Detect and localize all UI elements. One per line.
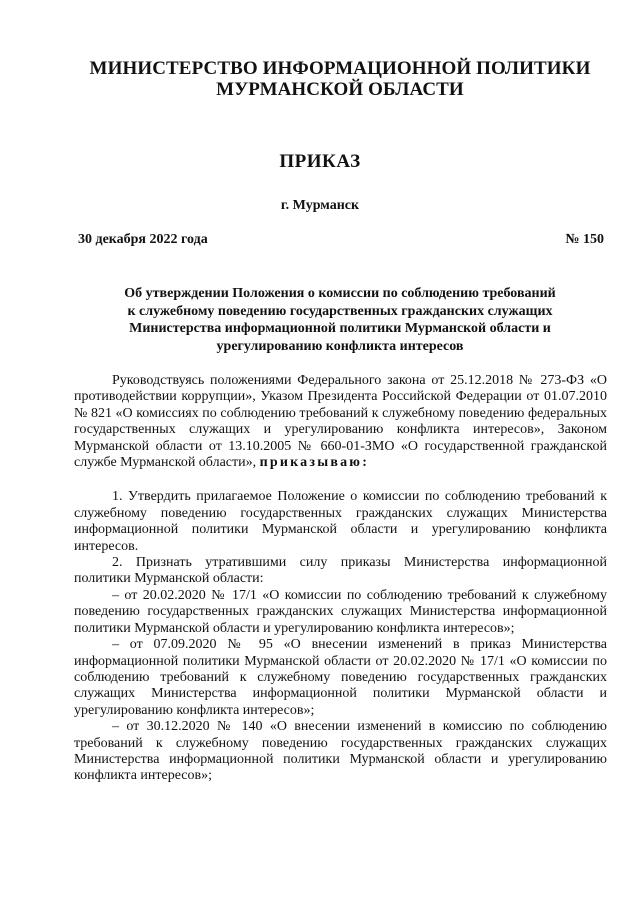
repealed-order-item: – от 20.02.2020 № 17/1 «О комиссии по соблюдению требований к служебному поведению государственных гражданских служащих Министерства информационной политики Мурманской области и урегулированию конфликта интересов»; bbox=[74, 587, 607, 636]
preamble-paragraph bbox=[74, 373, 607, 471]
subject-line: Министерства информационной политики Мурманской области и bbox=[129, 321, 551, 336]
ministry-name-line1: МИНИСТЕРСТВО ИНФОРМАЦИОННОЙ ПОЛИТИКИ bbox=[89, 58, 591, 79]
preamble-text: Руководствуясь положениями Федерального закона от 25.12.2018 № 273-ФЗ «О противодействии коррупции», Указом Президента Российской Федерации от 01.07.2010 № 821 «О комиссиях по соблюдению требований к служебному поведению федеральных государственных служащих и урегулированию конфликта интересов», Законом Мурманской области от 13.10.2005 № 660-01-ЗМО «О государственной гражданской службе Мурманской области», bbox=[74, 373, 607, 471]
order-body bbox=[74, 373, 607, 785]
repealed-order-item: – от 30.12.2020 № 140 «О внесении изменений в комиссию по соблюдению требований к служебному поведению государственных гражданских служащих Министерства информационной политики Мурманской области и урегулированию конфликта интересов»; bbox=[74, 719, 607, 784]
ministry-name-line2: МУРМАНСКОЙ ОБЛАСТИ bbox=[216, 79, 464, 100]
order-title: ПРИКАЗ bbox=[279, 151, 361, 172]
order-verb-colon: : bbox=[362, 455, 367, 471]
subject-line: Об утверждении Положения о комиссии по соблюдению требований bbox=[124, 286, 556, 301]
item-paragraph: 1. Утвердить прилагаемое Положение о комиссии по соблюдению требований к служебному поведению государственных гражданских служащих Министерства информационной политики Мурманской области и урегулированию конфликта интересов. bbox=[74, 489, 607, 554]
subject-line: урегулированию конфликта интересов bbox=[216, 338, 464, 354]
order-verb: приказываю bbox=[259, 455, 363, 471]
order-date: 30 декабря 2022 года bbox=[78, 232, 208, 247]
ministry-name bbox=[60, 58, 620, 100]
order-number: № 150 bbox=[565, 232, 604, 247]
item-paragraph: 2. Признать утратившими силу приказы Министерства информационной политики Мурманской области: bbox=[74, 555, 607, 587]
order-subject bbox=[70, 285, 610, 355]
subject-line: к служебному поведению государственных гражданских служащих bbox=[127, 303, 553, 319]
order-city: г. Мурманск bbox=[280, 198, 360, 213]
repealed-order-item: – от 07.09.2020 № 95 «О внесении изменений в приказ Министерства информационной политики Мурманской области от 20.02.2020 № 17/1 «О комиссии по соблюдению требований к служебному поведению государственных гражданских служащих Министерства информационной политики Мурманской области и урегулированию конфликта интересов»; bbox=[74, 637, 607, 718]
